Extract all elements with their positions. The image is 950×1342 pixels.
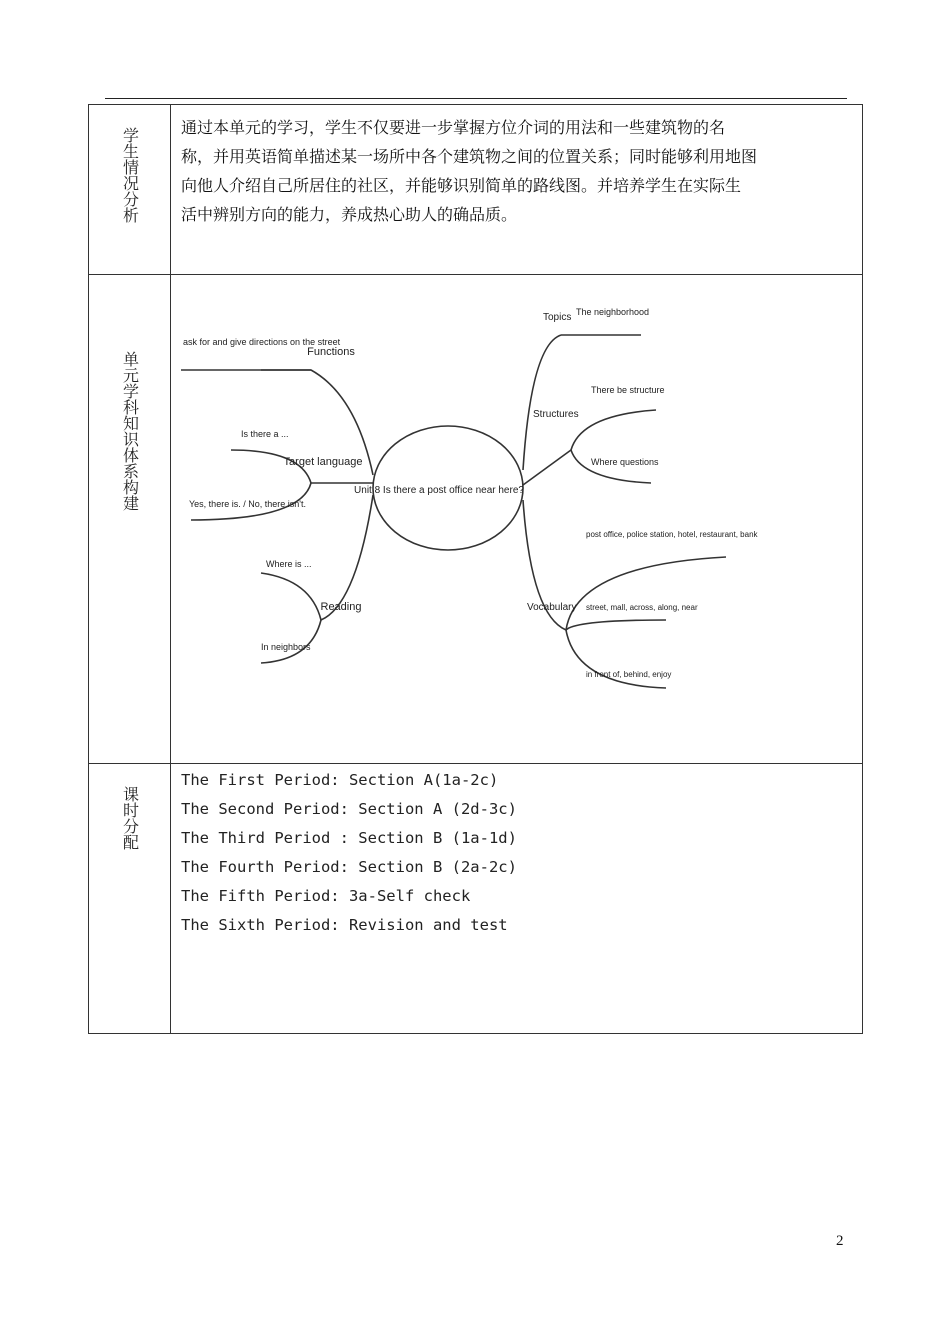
student-analysis-content xyxy=(171,105,863,275)
node-vocabulary: Vocabulary xyxy=(527,602,577,613)
node-functions: Functions xyxy=(307,346,355,358)
analysis-line-2: 称，并用英语简单描述某一场所中各个建筑物之间的位置关系；同时能够利用地图 xyxy=(181,147,758,166)
lesson-plan-table xyxy=(88,104,863,1034)
branch-reading-item-1 xyxy=(261,573,321,620)
branch-topics xyxy=(523,335,561,470)
node-structures: Structures xyxy=(533,409,579,420)
period-item-2: The Second Period: Section A (2d-3c) xyxy=(181,800,517,818)
node-structures-item-1: There be structure xyxy=(591,385,665,395)
node-reading: Reading xyxy=(320,601,362,613)
student-analysis-row xyxy=(89,105,863,275)
analysis-line-3: 向他人介绍自己所居住的社区，并能够识别简单的路线图。并培养学生在实际生 xyxy=(181,176,742,195)
student-analysis-label: 学生情况分析 xyxy=(120,127,140,223)
node-target-item-2: Yes, there is. / No, there isn't. xyxy=(189,499,306,509)
mindmap-diagram xyxy=(171,275,861,759)
node-reading-item-2: In neighbors xyxy=(261,642,311,652)
branch-vocabulary-item-2 xyxy=(566,620,666,630)
knowledge-system-row xyxy=(89,275,863,764)
knowledge-system-label: 单元学科知识体系构建 xyxy=(120,351,140,511)
header-rule xyxy=(105,98,847,99)
branch-structures-item-1 xyxy=(571,410,656,450)
node-vocabulary-item-3: in front of, behind, enjoy xyxy=(586,670,672,679)
node-topics-item: The neighborhood xyxy=(576,307,650,317)
period-item-5: The Fifth Period: 3a-Self check xyxy=(181,887,471,905)
period-allocation-label-cell xyxy=(89,764,171,1034)
period-item-1: The First Period: Section A(1a-2c) xyxy=(181,771,499,789)
node-reading-item-1: Where is ... xyxy=(266,559,312,569)
analysis-line-4: 活中辨别方向的能力，养成热心助人的确品质。 xyxy=(181,205,518,224)
analysis-line-1: 通过本单元的学习，学生不仅要进一步掌握方位介词的用法和一些建筑物的名 xyxy=(181,118,726,137)
node-structures-item-2: Where questions xyxy=(591,457,659,467)
mindmap-cell xyxy=(171,275,863,764)
period-allocation-label: 课时分配 xyxy=(120,786,140,850)
student-analysis-label-cell xyxy=(89,105,171,275)
node-target-item-1: Is there a ... xyxy=(241,429,289,439)
mindmap-center-text: Unit 8 Is there a post office near here? xyxy=(354,485,524,496)
branch-structures xyxy=(523,450,571,485)
knowledge-system-label-cell xyxy=(89,275,171,764)
period-item-4: The Fourth Period: Section B (2a-2c) xyxy=(181,858,517,876)
node-functions-item: ask for and give directions on the street xyxy=(183,337,341,347)
branch-vocabulary-item-3 xyxy=(566,630,666,688)
period-allocation-row xyxy=(89,764,863,1034)
period-item-3: The Third Period : Section B (1a-1d) xyxy=(181,829,517,847)
page-number: 2 xyxy=(836,1233,844,1249)
node-target-language: Target language xyxy=(283,456,363,468)
period-allocation-content xyxy=(171,764,863,1034)
node-vocabulary-item-1: post office, police station, hotel, restaurant, bank xyxy=(586,530,758,539)
node-vocabulary-item-2: street, mall, across, along, near xyxy=(586,603,698,612)
branch-vocabulary-item-1 xyxy=(566,557,726,630)
node-topics: Topics xyxy=(543,312,572,323)
period-item-6: The Sixth Period: Revision and test xyxy=(181,916,508,934)
